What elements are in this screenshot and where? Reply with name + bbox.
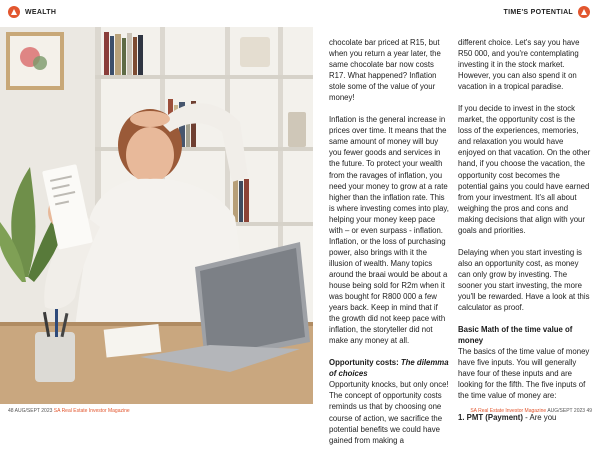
subheading-italic: The dilemma of choices — [329, 358, 449, 379]
footer-right — [470, 408, 592, 414]
magazine-name: SA Real Estate Investor Magazine — [470, 408, 547, 414]
paragraph: The basics of the time value of money have five inputs. You will generally have four of these inputs and are looking for the fifth. The five inputs of the time value of money are: — [458, 347, 590, 401]
article-title: TIME'S POTENTIAL — [503, 8, 573, 16]
footer-left — [8, 408, 130, 414]
woman-with-receipt-illustration — [0, 27, 313, 404]
paragraph: If you decide to invest in the stock market, the opportunity cost is the loss of the experiences, memories, and relaxation you would have enjoyed on that vacation. On the other hand, if you choose the vacation, the opportunity cost becomes the potential gains you could have earned from your investment. It's all about weighing the pros and cons and making decisions that align with your goals and priorities. — [458, 104, 591, 235]
paragraph: Delaying when you start investing is also an opportunity cost, as money can only grow by investing. The sooner you start investing, the more you'll be rewarded. Have a look at this calculator as proof. — [458, 247, 590, 313]
section-title: WEALTH — [25, 8, 57, 16]
issue-date: AUG/SEPT 2023 — [546, 408, 587, 414]
subheading-bold: Opportunity costs: — [329, 358, 401, 368]
header-right — [504, 5, 590, 19]
article-column-2 — [458, 37, 591, 423]
issue-date: AUG/SEPT 2023 — [13, 408, 54, 414]
list-item — [458, 412, 591, 423]
page-number: 49 — [586, 408, 592, 414]
article-column-1 — [329, 37, 449, 457]
subheading-time-value: Basic Math of the time value of money — [458, 325, 573, 346]
paragraph: chocolate bar priced at R15, but when you return a year later, the same chocolate bar now costs R17. What happened? Inflation stole some of the value of your money! — [329, 38, 441, 103]
paragraph: Opportunity knocks, but only once! The concept of opportunity costs reminds us that by choosing one course of action, we sacrifice the potential benefits we could have gained from making a — [329, 380, 449, 445]
page-number: 48 — [8, 408, 14, 414]
triangle-logo-icon — [8, 6, 20, 18]
article-photo — [0, 27, 313, 404]
paragraph: different choice. Let's say you have R50 000, and you're contemplating investing it in the stock market. However, you can also spend it on vacation in a tropical paradise. — [458, 38, 580, 92]
header-left — [8, 5, 56, 19]
paragraph: Inflation is the general increase in prices over time. It means that the same amount of money will buy you fewer goods and services in the future. To protect your wealth from the ravages of inflation, you need your money to grow at a rate higher than the inflation rate. This is where investing comes into play, helping your money keep pace with – or even surpass - inflation. Inflation, or the loss of purchasing power, also brings with it the illusion of wealth. Many topics around the braai would be about a house being sold for R2m when it was bought for R800 000 a few years back. Keep in mind that if the growth did not keep pace with inflation, the storyteller did not make any money at all. — [329, 115, 449, 346]
triangle-logo-icon — [578, 6, 590, 18]
list-item-text: - Are you — [523, 413, 557, 423]
subheading-opportunity-costs — [329, 357, 449, 379]
list-item-bold: 1. PMT (Payment) — [458, 413, 523, 423]
magazine-name: SA Real Estate Investor Magazine — [53, 408, 130, 414]
